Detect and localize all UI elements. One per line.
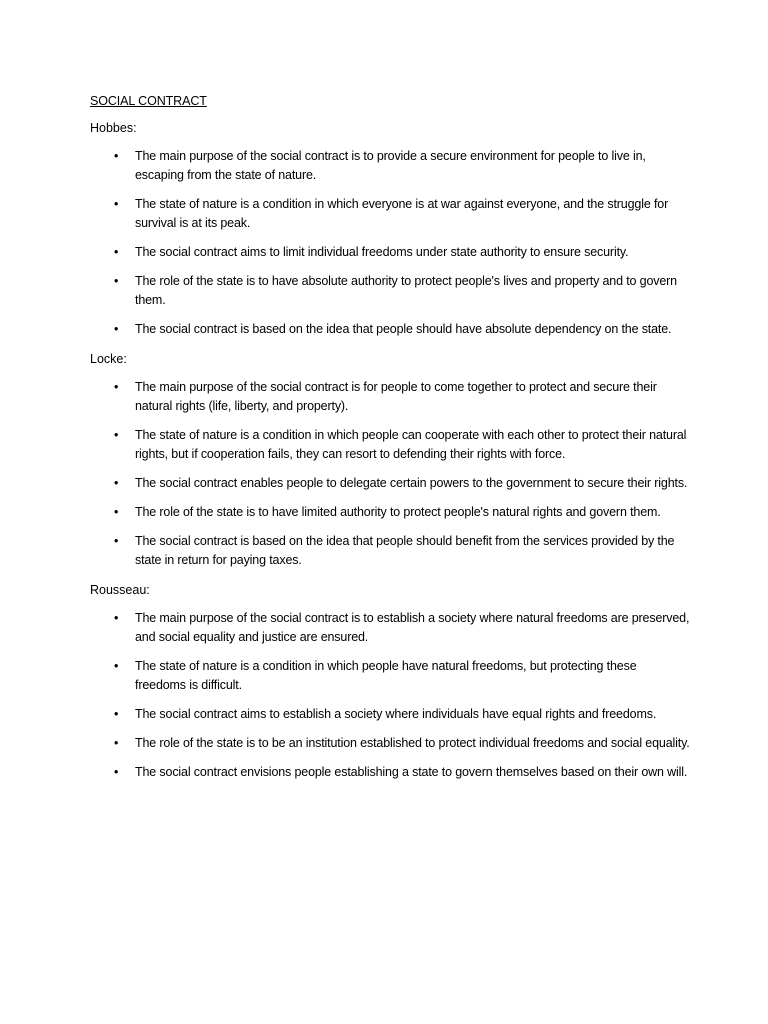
- bullet-list-locke: [90, 378, 690, 570]
- list-item: [90, 272, 690, 310]
- list-item-text: The main purpose of the social contract is to provide a secure environment for people to live in, escaping from the state of nature.: [135, 149, 646, 182]
- list-item: [90, 734, 690, 753]
- list-item: [90, 243, 690, 262]
- bullet-icon: •: [114, 534, 119, 548]
- list-item: [90, 705, 690, 724]
- bullet-icon: •: [114, 245, 119, 259]
- list-item: [90, 426, 690, 464]
- list-item-text: The social contract enables people to delegate certain powers to the government to secure their rights.: [135, 476, 688, 490]
- list-item-text: The main purpose of the social contract is to establish a society where natural freedoms are preserved, and social equality and justice are ensured.: [135, 611, 690, 644]
- bullet-icon: •: [114, 274, 119, 288]
- section-rousseau: [90, 582, 690, 782]
- section-heading-locke: Locke:: [90, 352, 127, 366]
- bullet-icon: •: [114, 505, 119, 519]
- bullet-icon: •: [114, 659, 119, 673]
- bullet-icon: •: [114, 149, 119, 163]
- section-locke: [90, 351, 690, 570]
- list-item-text: The state of nature is a condition in which people have natural freedoms, but protecting these freedoms is difficult.: [135, 659, 637, 692]
- section-heading-hobbes: Hobbes:: [90, 121, 137, 135]
- document-title: SOCIAL CONTRACT: [90, 94, 207, 108]
- document-page: [90, 93, 690, 794]
- list-item: [90, 532, 690, 570]
- list-item: [90, 195, 690, 233]
- bullet-icon: •: [114, 197, 119, 211]
- list-item-text: The role of the state is to have absolute authority to protect people's lives and property and to govern them.: [135, 274, 677, 307]
- list-item: [90, 474, 690, 493]
- section-heading-rousseau: Rousseau:: [90, 583, 150, 597]
- list-item-text: The social contract aims to establish a society where individuals have equal rights and freedoms.: [135, 707, 657, 721]
- bullet-icon: •: [114, 476, 119, 490]
- list-item: [90, 503, 690, 522]
- list-item: [90, 320, 690, 339]
- list-item-text: The state of nature is a condition in which everyone is at war against everyone, and the struggle for survival is at its peak.: [135, 197, 669, 230]
- bullet-icon: •: [114, 736, 119, 750]
- bullet-icon: •: [114, 611, 119, 625]
- list-item: [90, 609, 690, 647]
- list-item-text: The state of nature is a condition in which people can cooperate with each other to protect their natural rights, but if cooperation fails, they can resort to defending their rights with force.: [135, 428, 687, 461]
- list-item-text: The social contract is based on the idea that people should have absolute dependency on the state.: [135, 322, 672, 336]
- list-item-text: The main purpose of the social contract is for people to come together to protect and secure their natural rights (life, liberty, and property).: [135, 380, 657, 413]
- bullet-icon: •: [114, 707, 119, 721]
- bullet-icon: •: [114, 322, 119, 336]
- bullet-list-hobbes: [90, 147, 690, 339]
- list-item-text: The social contract aims to limit individual freedoms under state authority to ensure security.: [135, 245, 629, 259]
- list-item: [90, 378, 690, 416]
- list-item-text: The role of the state is to have limited authority to protect people's natural rights and govern them.: [135, 505, 661, 519]
- list-item-text: The social contract envisions people establishing a state to govern themselves based on their own will.: [135, 765, 688, 779]
- list-item-text: The role of the state is to be an institution established to protect individual freedoms and social equality.: [135, 736, 690, 750]
- list-item: [90, 147, 690, 185]
- bullet-list-rousseau: [90, 609, 690, 782]
- bullet-icon: •: [114, 765, 119, 779]
- list-item: [90, 657, 690, 695]
- list-item: [90, 763, 690, 782]
- section-hobbes: [90, 120, 690, 339]
- bullet-icon: •: [114, 428, 119, 442]
- bullet-icon: •: [114, 380, 119, 394]
- list-item-text: The social contract is based on the idea that people should benefit from the services provided by the state in return for paying taxes.: [135, 534, 675, 567]
